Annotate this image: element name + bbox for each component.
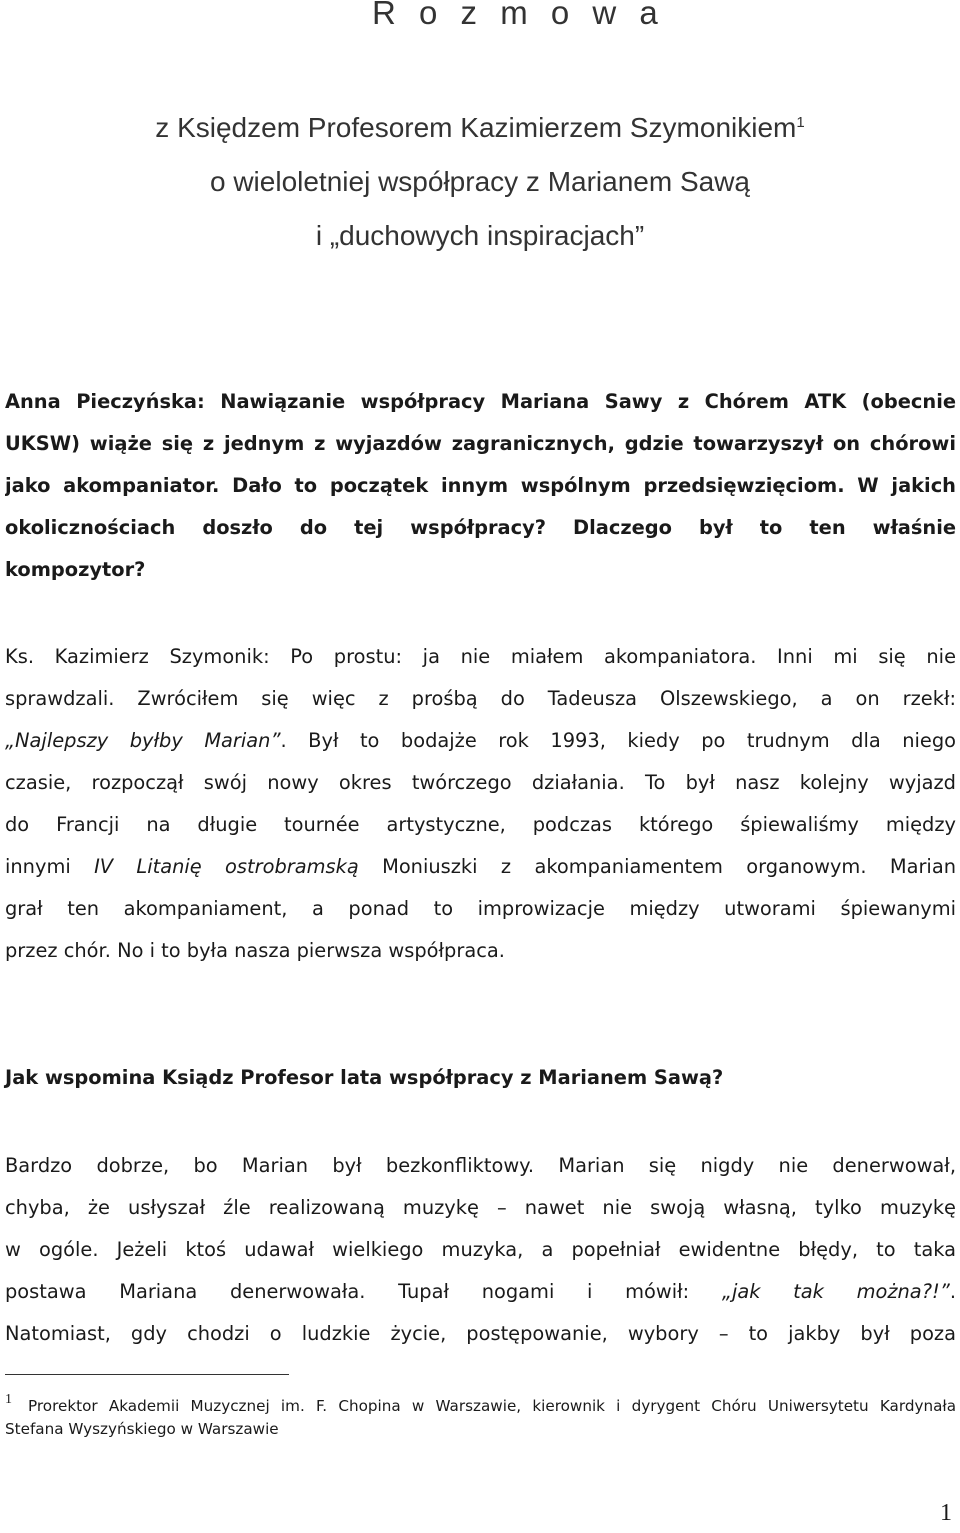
text-run: postawa Mariana denerwowała. Tupał nogami i mówił: (5, 1280, 722, 1303)
text-line (5, 1271, 956, 1313)
page-number: 1 (940, 1500, 952, 1526)
text-line: kompozytor? (5, 558, 146, 581)
subtitle-line-2: o wieloletniej współpracy z Marianem Sawą (209, 166, 750, 197)
italic-title: IV Litanię ostrobramską (94, 855, 359, 878)
text-line: UKSW) wiąże się z jednym z wyjazdów zagranicznych, gdzie towarzyszył on chórowi (5, 432, 956, 455)
text-run: Moniuszki z akompaniamentem organowym. Marian (358, 855, 956, 878)
italic-quote: „Najlepszy byłby Marian” (5, 729, 281, 752)
text-line: do Francji na długie tournée artystyczne, podczas którego śpiewaliśmy między (5, 813, 956, 836)
text-line: Bardzo dobrze, bo Marian był bezkonfliktowy. Marian się nigdy nie denerwował, (5, 1154, 956, 1177)
text-line: chyba, że usłyszał źle realizowaną muzykę – nawet nie swoją własną, tylko muzykę (5, 1196, 956, 1219)
subtitle-text: z Księdzem Profesorem Kazimierzem Szymonikiem (155, 112, 797, 143)
footnote-line (5, 1388, 956, 1418)
subtitle-line-1 (0, 112, 960, 144)
text-line: Anna Pieczyńska: Nawiązanie współpracy Mariana Sawy z Chórem ATK (obecnie (5, 390, 956, 413)
footnote-text: Prorektor Akademii Muzycznej im. F. Chopina w Warszawie, kierownik i dyrygent Chóru Uniwersytetu Kardynała (28, 1397, 956, 1415)
footnote-reference[interactable]: 1 (796, 114, 805, 131)
text-line (5, 720, 956, 762)
text-line: sprawdzali. Zwróciłem się więc z prośbą do Tadeusza Olszewskiego, a on rzekł: (5, 687, 956, 710)
text-run: innymi (5, 855, 95, 878)
italic-quote: „jak tak można?!” (721, 1280, 950, 1303)
footnote-mark: 1 (5, 1392, 12, 1407)
answer-paragraph-2 (5, 1145, 956, 1355)
text-line: Ks. Kazimierz Szymonik: Po prostu: ja nie miałem akompaniatora. Inni mi się nie (5, 645, 956, 668)
text-line: w ogóle. Jeżeli ktoś udawał wielkiego muzyka, a popełniał ewidentne błędy, to taka (5, 1238, 956, 1261)
text-run: . (949, 1280, 956, 1303)
interviewer-question-1 (5, 381, 956, 591)
text-line: grał ten akompaniament, a ponad to improwizacje między utworami śpiewanymi (5, 897, 956, 920)
footnote (5, 1388, 956, 1441)
text-line: jako akompaniator. Dało to początek innym wspólnym przedsięwzięciom. W jakich (5, 474, 956, 497)
text-line: Natomiast, gdy chodzi o ludzkie życie, postępowanie, wybory – to jakby był poza (5, 1322, 956, 1345)
document-title: R o z m o w a (372, 0, 665, 31)
text-line: okolicznościach doszło do tej współpracy? Dlaczego był to ten właśnie (5, 516, 956, 539)
footnote-separator (5, 1374, 289, 1375)
interviewer-question-2: Jak wspomina Ksiądz Profesor lata współpracy z Marianem Sawą? (5, 1066, 724, 1089)
text-run: . Był to bodajże rok 1993, kiedy po trudnym dla niego (280, 729, 956, 752)
answer-paragraph-1 (5, 636, 956, 972)
text-line: czasie, rozpoczął swój nowy okres twórczego działania. To był nasz kolejny wyjazd (5, 771, 956, 794)
footnote-line: Stefana Wyszyńskiego w Warszawie (5, 1420, 279, 1438)
text-line (5, 846, 956, 888)
subtitle-line-3: i „duchowych inspiracjach” (315, 220, 645, 251)
text-line: przez chór. No i to była nasza pierwsza współpraca. (5, 939, 505, 962)
